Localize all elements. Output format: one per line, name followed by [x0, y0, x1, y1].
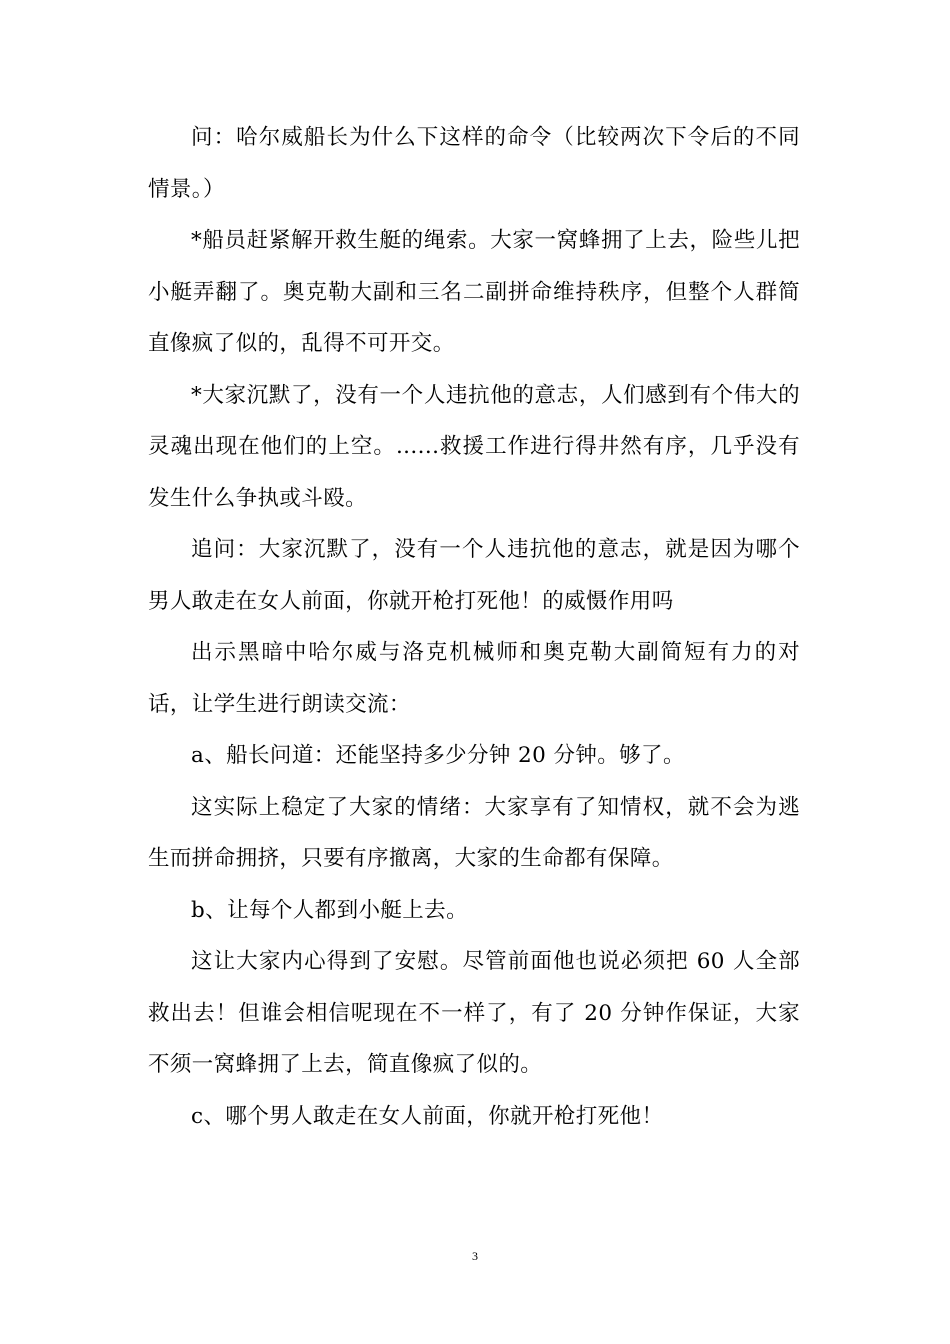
page-number: 3	[472, 1249, 478, 1263]
paragraph-dialogue-intro: 出示黑暗中哈尔威与洛克机械师和奥克勒大副简短有力的对话，让学生进行朗读交流：	[148, 640, 800, 717]
paragraph-follow-up-question: 追问：大家沉默了，没有一个人违抗他的意志，就是因为哪个男人敢走在女人前面，你就开枪打死他！的威慑作用吗	[148, 537, 800, 614]
paragraph-item-b-explanation: 这让大家内心得到了安慰。尽管前面他也说必须把 60 人全部救出去！但谁会相信呢现在不一样了，有了 20 分钟作保证，大家不须一窝蜂拥了上去，简直像疯了似的。	[148, 949, 800, 1077]
paragraph-item-a-explanation: 这实际上稳定了大家的情绪：大家享有了知情权，就不会为逃生而拼命拥挤，只要有序撤离，大家的生命都有保障。	[148, 794, 800, 871]
body-text	[148, 112, 800, 1142]
paragraph-quote-second-order: *大家沉默了，没有一个人违抗他的意志，人们感到有个伟大的灵魂出现在他们的上空。......救援工作进行得井然有序，几乎没有发生什么争执或斗殴。	[148, 382, 800, 511]
paragraph-item-c: c、哪个男人敢走在女人前面，你就开枪打死他！	[191, 1103, 664, 1129]
paragraph-quote-first-order: *船员赶紧解开救生艇的绳索。大家一窝蜂拥了上去，险些儿把小艇弄翻了。奥克勒大副和三名二副拼命维持秩序，但整个人群简直像疯了似的，乱得不可开交。	[148, 228, 800, 356]
paragraph-item-b: b、让每个人都到小艇上去。	[191, 897, 468, 923]
paragraph-item-a: a、船长问道：还能坚持多少分钟 20 分钟。够了。	[191, 743, 685, 768]
paragraph-question: 问：哈尔威船长为什么下这样的命令（比较两次下令后的不同情景。）	[148, 125, 800, 202]
